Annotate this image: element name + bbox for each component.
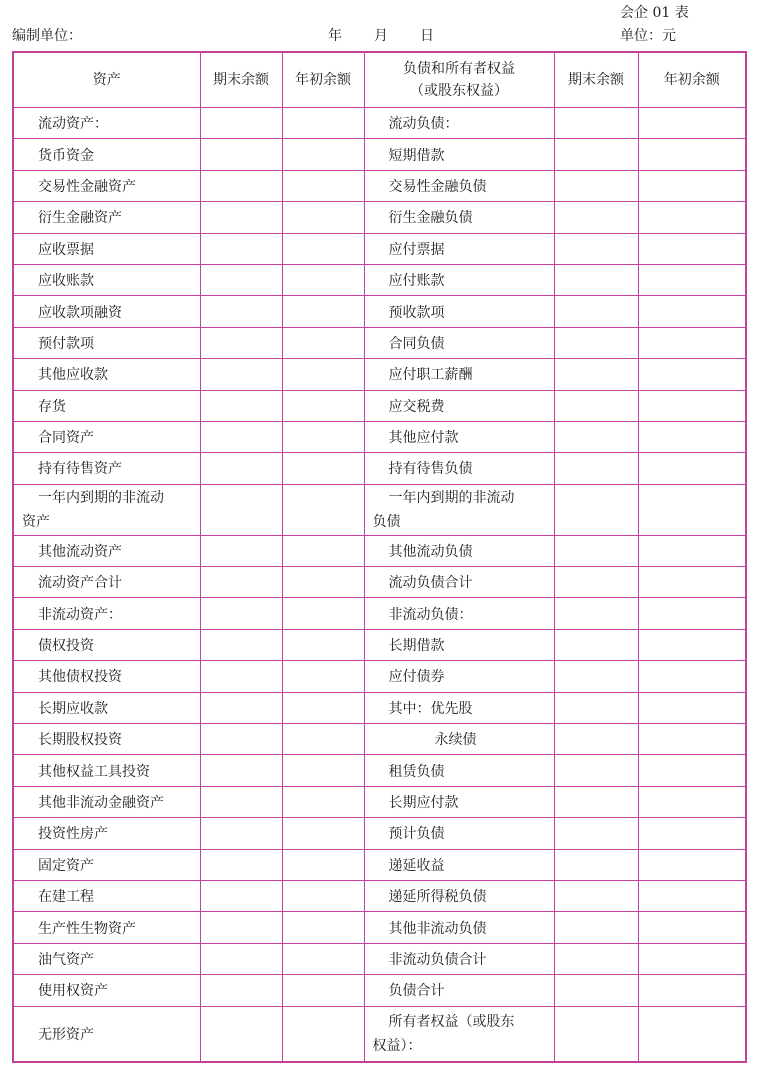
asset-end-balance bbox=[200, 818, 282, 849]
table-row bbox=[13, 453, 746, 484]
liability-begin-balance bbox=[638, 567, 746, 598]
form-header bbox=[0, 25, 768, 45]
asset-begin-balance bbox=[282, 453, 364, 484]
liability-label: 预收款项 bbox=[364, 296, 554, 327]
asset-end-balance bbox=[200, 724, 282, 755]
asset-label: 预付款项 bbox=[13, 327, 200, 358]
asset-end-balance bbox=[200, 233, 282, 264]
liability-end-balance bbox=[554, 818, 638, 849]
liability-label: 预计负债 bbox=[364, 818, 554, 849]
liability-begin-balance bbox=[638, 598, 746, 629]
asset-end-balance bbox=[200, 296, 282, 327]
liability-begin-balance bbox=[638, 139, 746, 170]
liability-label: 合同负债 bbox=[364, 327, 554, 358]
asset-end-balance bbox=[200, 880, 282, 911]
table-row bbox=[13, 912, 746, 943]
liability-begin-balance bbox=[638, 880, 746, 911]
asset-label: 流动资产合计 bbox=[13, 567, 200, 598]
asset-label: 无形资产 bbox=[13, 1006, 200, 1062]
liability-begin-balance bbox=[638, 535, 746, 566]
asset-label: 长期股权投资 bbox=[13, 724, 200, 755]
liability-end-balance bbox=[554, 296, 638, 327]
asset-label: 货币资金 bbox=[13, 139, 200, 170]
liability-begin-balance bbox=[638, 786, 746, 817]
liability-begin-balance bbox=[638, 849, 746, 880]
asset-begin-balance bbox=[282, 692, 364, 723]
liability-end-balance bbox=[554, 202, 638, 233]
col-header-end-balance-2: 期末余额 bbox=[554, 52, 638, 108]
liability-begin-balance bbox=[638, 724, 746, 755]
asset-end-balance bbox=[200, 390, 282, 421]
asset-label: 应收票据 bbox=[13, 233, 200, 264]
table-row bbox=[13, 170, 746, 201]
liability-label: 应付债券 bbox=[364, 661, 554, 692]
asset-label: 流动资产： bbox=[13, 108, 200, 139]
liability-end-balance bbox=[554, 975, 638, 1006]
asset-end-balance bbox=[200, 535, 282, 566]
liability-label: 长期借款 bbox=[364, 629, 554, 660]
asset-label: 其他非流动金融资产 bbox=[13, 786, 200, 817]
asset-begin-balance bbox=[282, 1006, 364, 1062]
asset-begin-balance bbox=[282, 327, 364, 358]
asset-begin-balance bbox=[282, 233, 364, 264]
asset-label-line2: 资产 bbox=[22, 513, 50, 530]
asset-begin-balance bbox=[282, 390, 364, 421]
form-code: 会企 01 表 bbox=[620, 5, 689, 21]
asset-label: 生产性生物资产 bbox=[13, 912, 200, 943]
col-header-begin-balance-2: 年初余额 bbox=[638, 52, 746, 108]
asset-label-line1: 一年内到期的非流动 bbox=[38, 489, 164, 506]
liability-end-balance bbox=[554, 755, 638, 786]
liability-end-balance bbox=[554, 1006, 638, 1062]
balance-sheet-table bbox=[12, 51, 747, 1063]
liability-label: 递延收益 bbox=[364, 849, 554, 880]
liability-label: 递延所得税负债 bbox=[364, 880, 554, 911]
date-year: 年 bbox=[328, 28, 342, 44]
liability-end-balance bbox=[554, 139, 638, 170]
liability-end-balance bbox=[554, 327, 638, 358]
liability-label: 租赁负债 bbox=[364, 755, 554, 786]
liability-label: 其他流动负债 bbox=[364, 535, 554, 566]
liability-begin-balance bbox=[638, 359, 746, 390]
asset-begin-balance bbox=[282, 264, 364, 295]
table-row bbox=[13, 421, 746, 452]
asset-label: 其他债权投资 bbox=[13, 661, 200, 692]
asset-end-balance bbox=[200, 975, 282, 1006]
liability-label: 持有待售负债 bbox=[364, 453, 554, 484]
asset-end-balance bbox=[200, 484, 282, 535]
liability-end-balance bbox=[554, 453, 638, 484]
asset-begin-balance bbox=[282, 359, 364, 390]
liability-end-balance bbox=[554, 943, 638, 974]
liability-end-balance bbox=[554, 108, 638, 139]
liability-end-balance bbox=[554, 421, 638, 452]
asset-begin-balance bbox=[282, 786, 364, 817]
asset-end-balance bbox=[200, 264, 282, 295]
col-header-liabilities bbox=[364, 52, 554, 108]
asset-end-balance bbox=[200, 786, 282, 817]
table-row bbox=[13, 327, 746, 358]
asset-label: 使用权资产 bbox=[13, 975, 200, 1006]
liability-begin-balance bbox=[638, 755, 746, 786]
liability-end-balance bbox=[554, 390, 638, 421]
asset-end-balance bbox=[200, 359, 282, 390]
table-row bbox=[13, 264, 746, 295]
asset-end-balance bbox=[200, 139, 282, 170]
liability-label: 短期借款 bbox=[364, 139, 554, 170]
asset-label: 固定资产 bbox=[13, 849, 200, 880]
table-header-row bbox=[13, 52, 746, 108]
asset-begin-balance bbox=[282, 202, 364, 233]
liability-label: 其中：优先股 bbox=[364, 692, 554, 723]
asset-end-balance bbox=[200, 661, 282, 692]
liability-label: 其他应付款 bbox=[364, 421, 554, 452]
liability-begin-balance bbox=[638, 453, 746, 484]
asset-label: 在建工程 bbox=[13, 880, 200, 911]
liability-label: 负债合计 bbox=[364, 975, 554, 1006]
asset-label: 存货 bbox=[13, 390, 200, 421]
asset-label: 其他流动资产 bbox=[13, 535, 200, 566]
table-row bbox=[13, 943, 746, 974]
table-row bbox=[13, 108, 746, 139]
table-row bbox=[13, 849, 746, 880]
asset-begin-balance bbox=[282, 421, 364, 452]
liability-begin-balance bbox=[638, 1006, 746, 1062]
liability-end-balance bbox=[554, 912, 638, 943]
table-row bbox=[13, 359, 746, 390]
col-header-liabilities-line1: 负债和所有者权益 bbox=[403, 61, 515, 77]
liability-label: 应付职工薪酬 bbox=[364, 359, 554, 390]
liability-label: 其他非流动负债 bbox=[364, 912, 554, 943]
liability-label: 长期应付款 bbox=[364, 786, 554, 817]
liability-end-balance bbox=[554, 359, 638, 390]
liability-begin-balance bbox=[638, 484, 746, 535]
liability-end-balance bbox=[554, 661, 638, 692]
liability-label: 应付账款 bbox=[364, 264, 554, 295]
asset-begin-balance bbox=[282, 567, 364, 598]
asset-begin-balance bbox=[282, 139, 364, 170]
asset-begin-balance bbox=[282, 912, 364, 943]
asset-end-balance bbox=[200, 912, 282, 943]
liability-label bbox=[364, 484, 554, 535]
liability-begin-balance bbox=[638, 975, 746, 1006]
asset-begin-balance bbox=[282, 170, 364, 201]
asset-label: 其他权益工具投资 bbox=[13, 755, 200, 786]
asset-label: 投资性房产 bbox=[13, 818, 200, 849]
liability-end-balance bbox=[554, 692, 638, 723]
table-row bbox=[13, 202, 746, 233]
liability-end-balance bbox=[554, 535, 638, 566]
liability-end-balance bbox=[554, 849, 638, 880]
liability-end-balance bbox=[554, 170, 638, 201]
liability-end-balance bbox=[554, 786, 638, 817]
liability-begin-balance bbox=[638, 233, 746, 264]
asset-begin-balance bbox=[282, 535, 364, 566]
asset-begin-balance bbox=[282, 724, 364, 755]
table-row bbox=[13, 880, 746, 911]
col-header-assets: 资产 bbox=[13, 52, 200, 108]
asset-label: 债权投资 bbox=[13, 629, 200, 660]
liability-end-balance bbox=[554, 724, 638, 755]
liability-end-balance bbox=[554, 233, 638, 264]
liability-label bbox=[364, 1006, 554, 1062]
col-header-liabilities-line2: （或股东权益） bbox=[410, 83, 508, 99]
asset-end-balance bbox=[200, 943, 282, 974]
asset-begin-balance bbox=[282, 296, 364, 327]
liability-end-balance bbox=[554, 484, 638, 535]
liability-label-line1: 一年内到期的非流动 bbox=[388, 489, 515, 506]
liability-label-line2: 负债 bbox=[372, 513, 401, 530]
asset-begin-balance bbox=[282, 629, 364, 660]
liability-label: 非流动负债： bbox=[364, 598, 554, 629]
liability-begin-balance bbox=[638, 170, 746, 201]
asset-begin-balance bbox=[282, 943, 364, 974]
table-row bbox=[13, 390, 746, 421]
table-row bbox=[13, 724, 746, 755]
liability-begin-balance bbox=[638, 421, 746, 452]
liability-label-line2: 权益）： bbox=[372, 1037, 422, 1054]
asset-label: 衍生金融资产 bbox=[13, 202, 200, 233]
asset-begin-balance bbox=[282, 975, 364, 1006]
table-row bbox=[13, 567, 746, 598]
liability-begin-balance bbox=[638, 629, 746, 660]
col-header-end-balance: 期末余额 bbox=[200, 52, 282, 108]
liability-label-line1: 所有者权益（或股东 bbox=[388, 1013, 515, 1030]
asset-end-balance bbox=[200, 755, 282, 786]
asset-label: 交易性金融资产 bbox=[13, 170, 200, 201]
table-row bbox=[13, 818, 746, 849]
asset-end-balance bbox=[200, 327, 282, 358]
table-row bbox=[13, 629, 746, 660]
asset-end-balance bbox=[200, 849, 282, 880]
asset-end-balance bbox=[200, 1006, 282, 1062]
liability-begin-balance bbox=[638, 912, 746, 943]
liability-end-balance bbox=[554, 567, 638, 598]
asset-begin-balance bbox=[282, 661, 364, 692]
liability-begin-balance bbox=[638, 264, 746, 295]
liability-label: 永续债 bbox=[364, 724, 554, 755]
table-row bbox=[13, 692, 746, 723]
liability-label: 应付票据 bbox=[364, 233, 554, 264]
asset-label: 持有待售资产 bbox=[13, 453, 200, 484]
liability-end-balance bbox=[554, 598, 638, 629]
asset-end-balance bbox=[200, 453, 282, 484]
asset-begin-balance bbox=[282, 108, 364, 139]
asset-begin-balance bbox=[282, 880, 364, 911]
date-day: 日 bbox=[420, 28, 434, 44]
unit-label: 单位：元 bbox=[620, 28, 676, 44]
liability-label: 流动负债合计 bbox=[364, 567, 554, 598]
table-row bbox=[13, 598, 746, 629]
asset-end-balance bbox=[200, 598, 282, 629]
asset-end-balance bbox=[200, 108, 282, 139]
table-row bbox=[13, 233, 746, 264]
liability-end-balance bbox=[554, 880, 638, 911]
asset-end-balance bbox=[200, 629, 282, 660]
table-row bbox=[13, 786, 746, 817]
liability-begin-balance bbox=[638, 296, 746, 327]
liability-begin-balance bbox=[638, 390, 746, 421]
asset-begin-balance bbox=[282, 484, 364, 535]
asset-end-balance bbox=[200, 567, 282, 598]
asset-end-balance bbox=[200, 170, 282, 201]
org-label: 编制单位： bbox=[12, 28, 82, 44]
report-date bbox=[328, 25, 466, 45]
asset-begin-balance bbox=[282, 755, 364, 786]
table-row bbox=[13, 975, 746, 1006]
liability-begin-balance bbox=[638, 108, 746, 139]
table-row bbox=[13, 1006, 746, 1062]
liability-end-balance bbox=[554, 629, 638, 660]
asset-begin-balance bbox=[282, 849, 364, 880]
asset-label: 应收款项融资 bbox=[13, 296, 200, 327]
liability-begin-balance bbox=[638, 202, 746, 233]
liability-label: 应交税费 bbox=[364, 390, 554, 421]
table-row bbox=[13, 296, 746, 327]
asset-end-balance bbox=[200, 692, 282, 723]
col-header-begin-balance: 年初余额 bbox=[282, 52, 364, 108]
asset-begin-balance bbox=[282, 598, 364, 629]
liability-begin-balance bbox=[638, 943, 746, 974]
asset-begin-balance bbox=[282, 818, 364, 849]
table-row bbox=[13, 484, 746, 535]
table-row bbox=[13, 535, 746, 566]
liability-begin-balance bbox=[638, 692, 746, 723]
asset-end-balance bbox=[200, 202, 282, 233]
asset-end-balance bbox=[200, 421, 282, 452]
liability-end-balance bbox=[554, 264, 638, 295]
asset-label: 油气资产 bbox=[13, 943, 200, 974]
asset-label: 非流动资产： bbox=[13, 598, 200, 629]
table-row bbox=[13, 139, 746, 170]
table-row bbox=[13, 755, 746, 786]
liability-begin-balance bbox=[638, 327, 746, 358]
asset-label: 其他应收款 bbox=[13, 359, 200, 390]
asset-label: 长期应收款 bbox=[13, 692, 200, 723]
liability-begin-balance bbox=[638, 661, 746, 692]
asset-label: 合同资产 bbox=[13, 421, 200, 452]
liability-label: 非流动负债合计 bbox=[364, 943, 554, 974]
liability-label: 流动负债： bbox=[364, 108, 554, 139]
asset-label: 应收账款 bbox=[13, 264, 200, 295]
liability-begin-balance bbox=[638, 818, 746, 849]
liability-label: 衍生金融负债 bbox=[364, 202, 554, 233]
table-row bbox=[13, 661, 746, 692]
asset-label bbox=[13, 484, 200, 535]
liability-label: 交易性金融负债 bbox=[364, 170, 554, 201]
date-month: 月 bbox=[374, 28, 388, 44]
